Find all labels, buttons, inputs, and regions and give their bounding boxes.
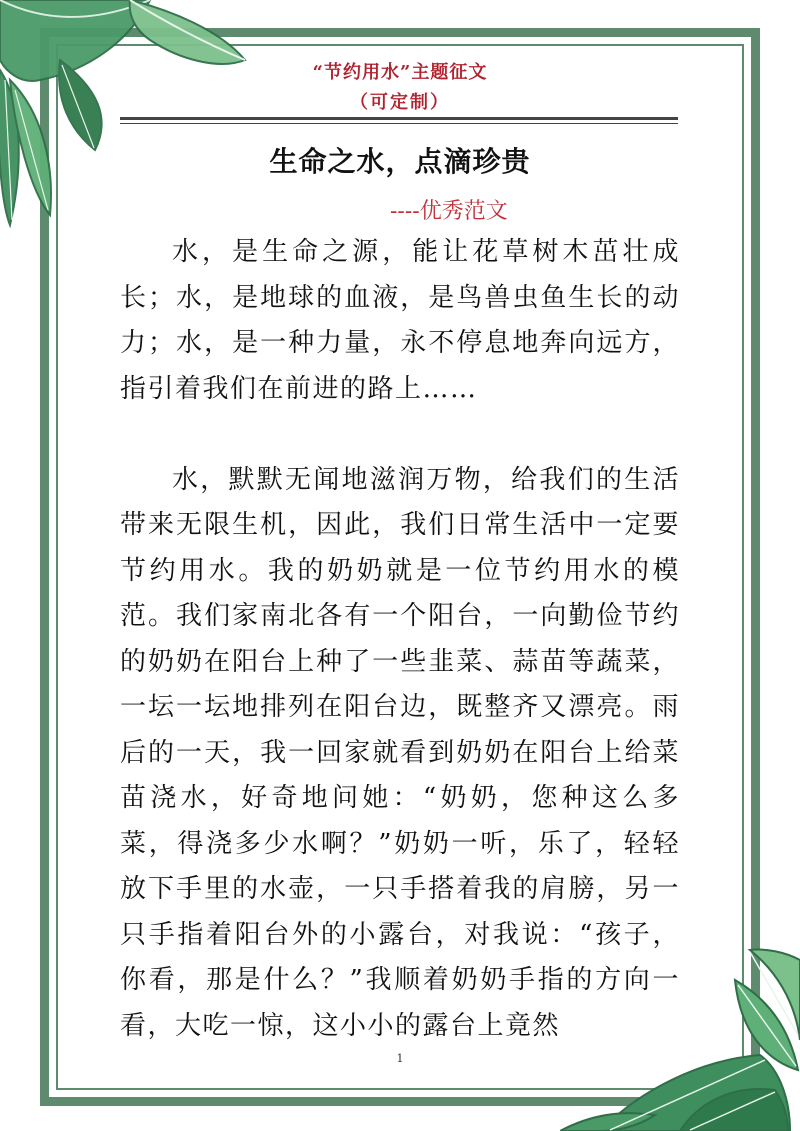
article-body	[120, 230, 680, 1049]
article-byline: ----优秀范文	[390, 199, 508, 224]
theme-heading: “节约用水”主题征文	[312, 62, 488, 83]
header-divider-thick	[120, 117, 678, 120]
article-title: 生命之水，点滴珍贵	[269, 145, 531, 178]
customizable-note: （可定制）	[350, 92, 450, 113]
top-left-leaves-icon	[0, 0, 250, 230]
header-divider-thin	[120, 123, 678, 124]
paragraph-2: 水，默默无闻地滋润万物，给我们的生活带来无限生机，因此，我们日常生活中一定要节约用水。我的奶奶就是一位节约用水的模范。我们家南北各有一个阳台，一向勤俭节约的奶奶在阳台上种了一些韭菜、蒜苗等蔬菜，一坛一坛地排列在阳台边，既整齐又漂亮。雨后的一天，我一回家就看到奶奶在阳台上给菜苗浇水，好奇地问她：“奶奶，您种这么多菜，得浇多少水啊？”奶奶一听，乐了，轻轻放下手里的水壶，一只手搭着我的肩膀，另一只手指着阳台外的小露台，对我说：“孩子，你看，那是什么？”我顺着奶奶手指的方向一看，大吃一惊，这小小的露台上竟然	[120, 464, 680, 1041]
page-number: 1	[396, 1052, 404, 1065]
paragraph-1: 水，是生命之源，能让花草树木茁壮成长；水，是地球的血液，是鸟兽虫鱼生长的动力；水，是一种力量，永不停息地奔向远方，指引着我们在前进的路上……	[120, 237, 680, 404]
